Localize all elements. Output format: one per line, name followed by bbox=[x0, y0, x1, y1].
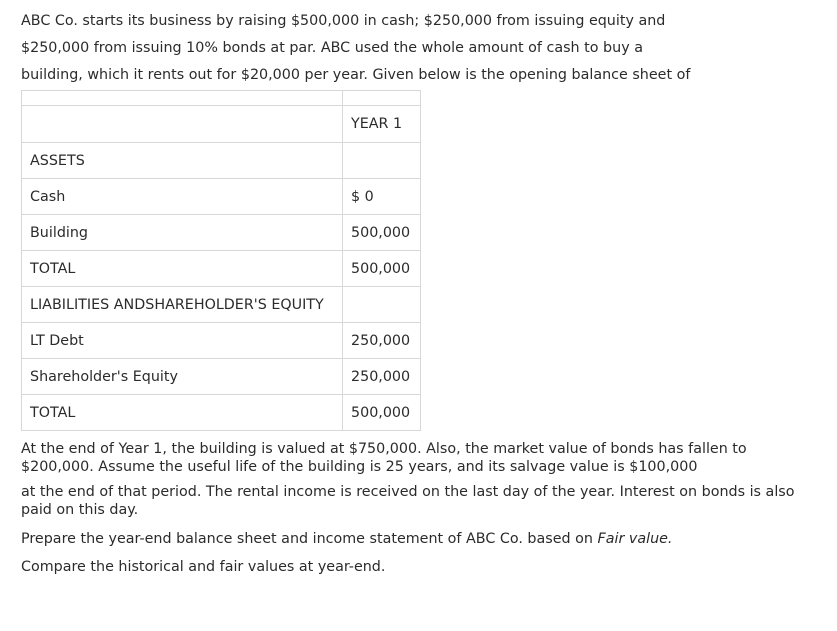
prepare-text: Prepare the year-end balance sheet and income statement of ABC Co. based on bbox=[21, 531, 598, 547]
table-row bbox=[22, 215, 421, 251]
row-label: Building bbox=[22, 215, 343, 251]
blank-cell bbox=[22, 91, 343, 106]
row-value: 500,000 bbox=[343, 251, 421, 287]
blank-cell bbox=[343, 91, 421, 106]
row-value: 250,000 bbox=[343, 323, 421, 359]
row-value bbox=[343, 287, 421, 323]
row-value: 250,000 bbox=[343, 359, 421, 395]
row-label: Shareholder's Equity bbox=[22, 359, 343, 395]
paragraph-prepare bbox=[21, 530, 817, 548]
header-label-cell bbox=[22, 106, 343, 143]
row-value: $ 0 bbox=[343, 179, 421, 215]
row-label: LIABILITIES ANDSHAREHOLDER'S EQUITY bbox=[22, 287, 343, 323]
opening-balance-sheet-table bbox=[21, 90, 421, 431]
paragraph-compare: Compare the historical and fair values at year-end. bbox=[21, 559, 386, 575]
paragraph-rental-income: at the end of that period. The rental income is received on the last day of the year. Interest on bonds is also paid on this day. bbox=[21, 484, 795, 518]
row-label: LT Debt bbox=[22, 323, 343, 359]
row-value: 500,000 bbox=[343, 395, 421, 431]
intro-text bbox=[21, 8, 817, 89]
row-label: Cash bbox=[22, 179, 343, 215]
intro-line-1: ABC Co. starts its business by raising $500,000 in cash; $250,000 from issuing equity and bbox=[21, 13, 666, 29]
table-row bbox=[22, 251, 421, 287]
row-label: ASSETS bbox=[22, 143, 343, 179]
row-label: TOTAL bbox=[22, 251, 343, 287]
table-row bbox=[22, 179, 421, 215]
table-row bbox=[22, 395, 421, 431]
row-value bbox=[343, 143, 421, 179]
table-header-row bbox=[22, 106, 421, 143]
intro-line-3: building, which it rents out for $20,000 per year. Given below is the opening balance sheet of bbox=[21, 67, 691, 83]
table-row bbox=[22, 287, 421, 323]
table-row bbox=[22, 323, 421, 359]
table-row bbox=[22, 143, 421, 179]
table-blank-row bbox=[22, 91, 421, 106]
row-value: 500,000 bbox=[343, 215, 421, 251]
intro-line-2: $250,000 from issuing 10% bonds at par. ABC used the whole amount of cash to buy a bbox=[21, 40, 643, 56]
row-label: TOTAL bbox=[22, 395, 343, 431]
header-year-cell: YEAR 1 bbox=[343, 106, 421, 143]
fair-value-emphasis: Fair value. bbox=[597, 531, 673, 547]
table-row bbox=[22, 359, 421, 395]
paragraph-year-end-values: At the end of Year 1, the building is valued at $750,000. Also, the market value of bonds has fallen to $200,000. Assume the useful life of the building is 25 years, and its salvage value is $100,000 bbox=[21, 441, 747, 475]
